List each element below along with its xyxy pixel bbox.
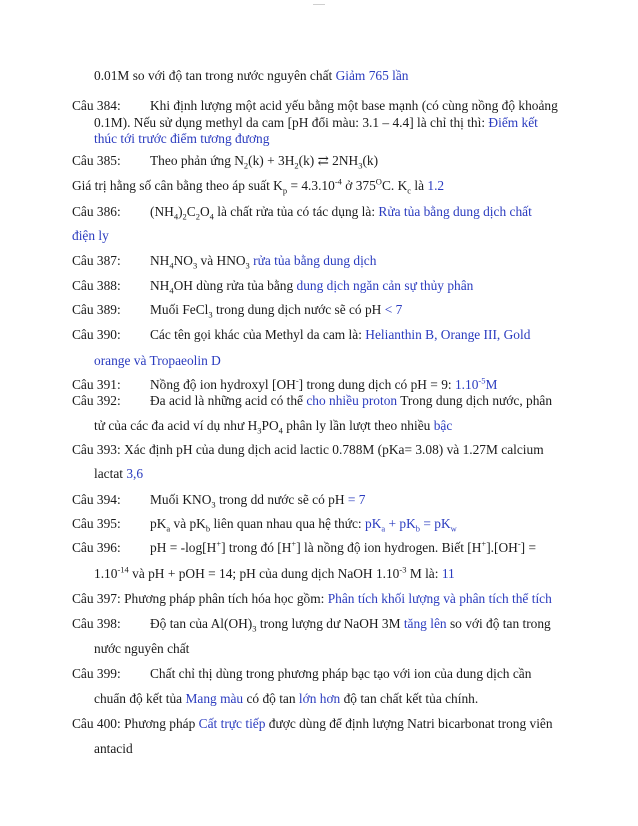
text-segment: Phân tích khối lượng và phân tích thể tích [327, 591, 552, 606]
text-line [72, 204, 532, 220]
text-segment: 3 [252, 623, 257, 634]
text-segment: 4 [169, 260, 174, 271]
text-segment: tử của các đa acid ví dụ như H [94, 418, 258, 433]
text-line [94, 418, 452, 434]
text-segment: Nồng độ ion hydroxyl [OH [150, 377, 296, 392]
text-segment: 3 [208, 309, 213, 320]
question-number: Câu 395: [72, 516, 121, 531]
text-line [94, 566, 455, 582]
text-line [94, 115, 538, 131]
text-segment: (NH [150, 204, 174, 219]
text-segment: O [199, 204, 210, 219]
text-line [72, 253, 376, 269]
text-segment: - [517, 538, 521, 549]
text-segment: và pK [170, 516, 206, 531]
text-segment: Chất chỉ thị dùng trong phương pháp bạc tạo với ion của dung dịch cần [150, 666, 532, 681]
text-segment: 3,6 [126, 466, 144, 481]
text-segment: (k) [362, 153, 379, 168]
question-number: Câu 396: [72, 540, 121, 555]
text-segment: Helianthin B, Orange III, Gold [365, 327, 531, 342]
text-line [72, 228, 109, 244]
text-segment: Giảm 765 lần [335, 68, 409, 83]
text-segment: điện ly [72, 228, 109, 243]
text-segment: -4 [334, 176, 342, 187]
text-segment: w [450, 523, 457, 534]
text-line [94, 131, 269, 147]
text-segment: 4 [173, 211, 179, 222]
text-segment: Muối KNO [150, 492, 212, 507]
text-line [72, 377, 497, 393]
text-segment: ) [178, 204, 183, 219]
text-segment: Muối FeCl [150, 302, 209, 317]
text-segment: ] = [520, 540, 537, 555]
text-segment: nước nguyên chất [94, 641, 190, 656]
text-segment: C [186, 204, 196, 219]
text-segment: = 4.3.10 [287, 178, 335, 193]
text-segment: = pK [420, 516, 451, 531]
text-segment: 2 [243, 160, 249, 171]
text-segment: 4 [209, 211, 214, 222]
text-segment: Câu 400: Phương pháp [72, 716, 199, 731]
question-number: Câu 389: [72, 302, 121, 317]
text-segment: pH = -log[H [150, 540, 217, 555]
text-segment: + [291, 538, 297, 549]
question-number: Câu 384: [72, 98, 121, 113]
text-segment: và HNO [197, 253, 246, 268]
text-segment: b [205, 523, 211, 534]
text-segment: - [295, 375, 299, 386]
text-segment: có độ tan [243, 691, 299, 706]
text-segment: ] là nồng độ ion hydrogen. Biết [H [296, 540, 482, 555]
text-segment: Câu 397: Phương pháp phân tích hóa học gồm: [72, 591, 328, 606]
question-number: Câu 391: [72, 377, 121, 392]
text-segment: -3 [399, 564, 407, 575]
text-segment: phân ly lần lượt theo nhiều [282, 418, 434, 433]
text-segment: Độ tan của Al(OH) [150, 616, 253, 631]
text-line [72, 492, 365, 508]
text-segment: 2 [294, 160, 299, 171]
text-segment: 3 [192, 260, 198, 271]
text-line [72, 327, 530, 343]
text-segment: + pK [385, 516, 416, 531]
text-segment: 11 [441, 566, 455, 581]
text-segment: và pH + pOH = 14; pH của dung dịch NaOH 1.10 [128, 566, 400, 581]
text-segment: dung dịch ngăn cản sự thủy phân [296, 278, 474, 293]
text-segment: antacid [94, 741, 133, 756]
text-segment: ] trong dung dịch có pH = 9: [298, 377, 455, 392]
text-segment: 1.2 [427, 178, 445, 193]
text-segment: tăng lên [403, 616, 447, 631]
text-segment: là [411, 178, 428, 193]
text-segment: PO [261, 418, 279, 433]
text-segment: Rửa tủa bằng dung dịch chất [378, 204, 532, 219]
text-segment: Trong dung dịch nước, phân [397, 393, 553, 408]
text-segment: Điểm kết [488, 115, 538, 130]
text-segment: được dùng để định lượng Natri bicarbonat trong viên [265, 716, 553, 731]
text-segment: 4 [278, 425, 283, 436]
text-segment: Giá trị hằng số cân bằng theo áp suất K [72, 178, 283, 193]
text-line [72, 153, 378, 169]
text-segment: trong dd nước sẽ có pH [215, 492, 348, 507]
text-segment: Mang màu [185, 691, 244, 706]
text-line [72, 98, 558, 114]
text-line [94, 68, 408, 84]
text-segment: liên quan nhau qua hệ thức: [210, 516, 365, 531]
text-segment: ] trong đó [H [221, 540, 292, 555]
text-line [94, 641, 189, 657]
text-segment: a [381, 523, 386, 534]
text-segment: 3 [211, 499, 216, 510]
text-segment: Câu 393: Xác định pH của dung dịch acid lactic 0.788M (pKa= 3.08) và 1.27M calcium [72, 442, 544, 457]
text-segment: 1.10 [454, 377, 479, 392]
text-segment: Cất trực tiếp [198, 716, 266, 731]
question-number: Câu 387: [72, 253, 121, 268]
text-segment: 2 [195, 211, 200, 222]
question-number: Câu 394: [72, 492, 121, 507]
text-segment: lactat [94, 466, 127, 481]
text-line [72, 666, 531, 682]
text-segment: 2 [182, 211, 187, 222]
text-line [72, 393, 552, 409]
text-line [72, 302, 402, 318]
text-segment: c [407, 185, 412, 196]
text-line [72, 516, 457, 532]
text-segment: NH [150, 278, 170, 293]
text-segment: ].[OH [486, 540, 518, 555]
text-line [72, 616, 551, 632]
text-segment: là chất rửa tủa có tác dụng là: [213, 204, 379, 219]
text-segment: trong lượng dư NaOH 3M [256, 616, 404, 631]
text-segment: 4 [169, 285, 174, 296]
text-segment: Khi định lượng một acid yếu bằng một base mạnh (có cùng nồng độ khoảng [150, 98, 558, 113]
text-segment: M là: [406, 566, 442, 581]
text-line [72, 591, 552, 607]
text-segment: 3 [257, 425, 262, 436]
text-segment: Các tên gọi khác của Methyl da cam là: [150, 327, 366, 342]
text-line [72, 278, 473, 294]
text-line [72, 540, 536, 556]
text-segment: M [485, 377, 498, 392]
text-segment: chuẩn độ kết tủa [94, 691, 186, 706]
text-segment: 3 [358, 160, 363, 171]
text-segment: < 7 [384, 302, 403, 317]
text-segment: thúc tới trước điểm tương đương [94, 131, 270, 146]
question-number: Câu 392: [72, 393, 121, 408]
text-segment: (k) ⇄ 2NH [298, 153, 359, 168]
text-segment: + [481, 538, 487, 549]
text-segment: 0.01M so với độ tan trong nước nguyên chất [94, 68, 336, 83]
text-segment: 1.10 [94, 566, 118, 581]
text-segment: NO [173, 253, 193, 268]
text-segment: OH dùng rửa tủa bằng [173, 278, 297, 293]
text-segment: b [415, 523, 421, 534]
text-segment: orange và Tropaeolin D [94, 353, 221, 368]
text-segment: pK [150, 516, 167, 531]
text-segment: a [166, 523, 171, 534]
text-line [72, 178, 444, 194]
text-segment: NH [150, 253, 170, 268]
text-segment: Đa acid là những acid có thể [150, 393, 307, 408]
text-segment: (k) + 3H [248, 153, 295, 168]
text-line [72, 716, 553, 732]
text-line [94, 741, 133, 757]
question-number: Câu 399: [72, 666, 121, 681]
text-segment: độ tan chất kết tủa chính. [340, 691, 479, 706]
question-number: Câu 398: [72, 616, 121, 631]
text-segment: so với độ tan trong [446, 616, 551, 631]
question-number: Câu 385: [72, 153, 121, 168]
text-segment: + [216, 538, 222, 549]
text-segment: = 7 [347, 492, 366, 507]
question-number: Câu 386: [72, 204, 121, 219]
top-mark [313, 4, 325, 5]
text-line [94, 466, 143, 482]
text-segment: 0.1M). Nếu sử dụng methyl da cam [pH đổi màu: 3.1 – 4.4] là chỉ thị thì: [94, 115, 489, 130]
text-segment: cho nhiều proton [306, 393, 398, 408]
text-segment: Theo phản ứng N [150, 153, 244, 168]
text-segment: -5 [478, 375, 486, 386]
text-segment: lớn hơn [298, 691, 341, 706]
text-segment: C. K [381, 178, 408, 193]
text-segment: rửa tủa bằng dung dịch [253, 253, 377, 268]
question-number: Câu 390: [72, 327, 121, 342]
text-line [72, 442, 544, 458]
question-number: Câu 388: [72, 278, 121, 293]
text-segment: -14 [117, 564, 129, 575]
text-line [94, 691, 478, 707]
text-segment: p [282, 185, 288, 196]
text-segment: ở 375 [341, 178, 376, 193]
text-segment: 3 [245, 260, 250, 271]
text-segment: O [375, 176, 382, 187]
text-segment: pK [365, 516, 382, 531]
text-line [94, 353, 221, 369]
text-segment: trong dung dịch nước sẽ có pH [212, 302, 385, 317]
text-segment: bậc [433, 418, 453, 433]
